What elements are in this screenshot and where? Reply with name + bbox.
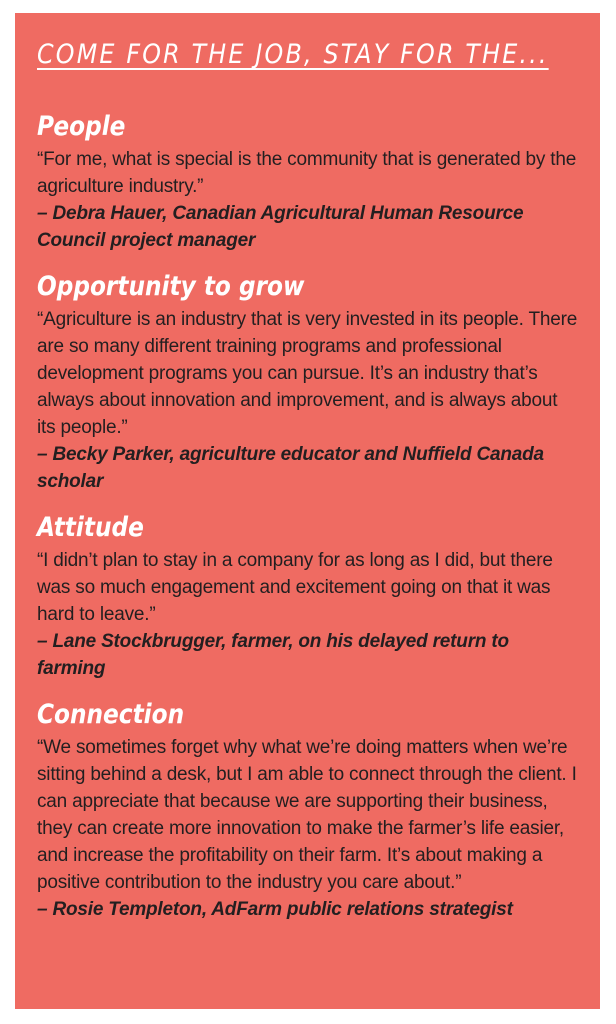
quote-text: “For me, what is special is the community that is generated by the agriculture industry.” (37, 149, 577, 197)
quote-text: “I didn’t plan to stay in a company for as long as I did, but there was so much engagement and excitement going on that it was hard to leave.” (37, 550, 553, 625)
quote-attribution: – Rosie Templeton, AdFarm public relations strategist (37, 899, 513, 920)
quote-text: “Agriculture is an industry that is very invested in its people. There are so many different training programs and professional development programs you can pursue. It’s an industry that’s always about innovation and improvement, and is always about its people.” (37, 309, 578, 438)
quote-attribution: – Debra Hauer, Canadian Agricultural Human Resource Council project manager (37, 203, 524, 251)
quote-attribution: – Lane Stockbrugger, farmer, on his delayed return to farming (37, 631, 509, 679)
section-title: Attitude (37, 512, 144, 543)
headline: COME FOR THE JOB, STAY FOR THE... (37, 39, 549, 70)
section-connection (37, 698, 580, 923)
sidebar-panel (15, 13, 600, 1009)
quote-attribution: – Becky Parker, agriculture educator and Nuffield Canada scholar (37, 444, 544, 492)
section-opportunity-to-grow (37, 270, 580, 495)
section-title: Opportunity to grow (37, 271, 305, 302)
quote-text: “We sometimes forget why what we’re doing matters when we’re sitting behind a desk, but I am able to connect through the client. I can appreciate that because we are supporting their business, they can create more innovation to make the farmer’s life easier, and increase the profitability on their farm. It’s about making a positive contribution to the industry you care about.” (37, 737, 577, 893)
section-people (37, 110, 580, 254)
section-title: Connection (37, 699, 185, 730)
section-attitude (37, 511, 580, 682)
section-title: People (37, 111, 126, 142)
